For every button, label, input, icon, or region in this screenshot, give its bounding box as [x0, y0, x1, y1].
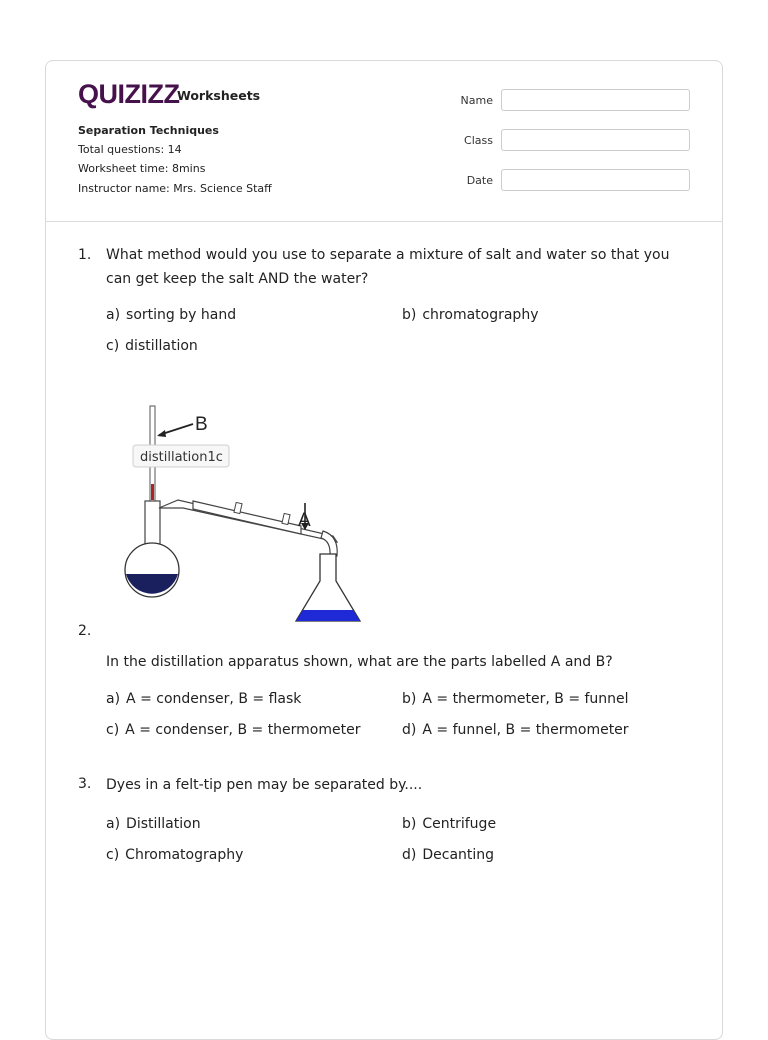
quizizz-logo: QUIZIZZ — [78, 79, 180, 109]
question-2-option-c[interactable]: c) A = condenser, B = thermometer — [106, 722, 361, 738]
question-2-number: 2. — [78, 623, 92, 639]
question-3-text: Dyes in a felt-tip pen may be separated by.... — [106, 777, 423, 793]
question-3-option-b[interactable]: b) Centrifuge — [402, 816, 497, 832]
label-b: B — [195, 414, 208, 435]
label-a: A — [298, 510, 311, 531]
distillation-diagram — [123, 396, 363, 626]
instructor-name: Instructor name: Mrs. Science Staff — [78, 182, 272, 195]
name-field[interactable] — [501, 89, 690, 111]
name-label: Name — [460, 94, 493, 107]
question-1-option-a[interactable]: a) sorting by hand — [106, 307, 237, 323]
collected-liquid — [296, 610, 360, 621]
class-label: Class — [464, 134, 493, 147]
question-1-option-b[interactable]: b) chromatography — [402, 307, 539, 323]
question-1-text: What method would you use to separate a mixture of salt and water so that you can get keep the salt AND the water? — [106, 247, 670, 287]
label-b-arrowhead — [157, 430, 166, 437]
question-2-option-d[interactable]: d) A = funnel, B = thermometer — [402, 722, 629, 738]
date-label: Date — [466, 174, 493, 187]
question-2-text: In the distillation apparatus shown, what are the parts labelled A and B? — [106, 654, 613, 670]
image-tooltip-text: distillation1c — [140, 450, 223, 465]
question-2-option-b[interactable]: b) A = thermometer, B = funnel — [402, 691, 629, 707]
total-questions: Total questions: 14 — [78, 143, 182, 156]
worksheet-title: Separation Techniques — [78, 124, 219, 137]
flask-neck — [145, 501, 160, 546]
distillation-apparatus-image — [123, 396, 363, 626]
worksheet — [45, 60, 723, 1040]
date-field[interactable] — [501, 169, 690, 191]
question-3-option-d[interactable]: d) Decanting — [402, 847, 495, 863]
thermometer-bulb — [151, 484, 154, 500]
worksheets-label: Worksheets — [177, 88, 261, 103]
question-2-option-a[interactable]: a) A = condenser, B = flask — [106, 691, 302, 707]
adapter — [321, 531, 337, 556]
worksheet-header — [46, 61, 722, 222]
question-1-option-c[interactable]: c) distillation — [106, 338, 198, 354]
question-3-option-c[interactable]: c) Chromatography — [106, 847, 244, 863]
worksheet-time: Worksheet time: 8mins — [78, 162, 206, 175]
question-1-number: 1. — [78, 247, 92, 263]
class-field[interactable] — [501, 129, 690, 151]
question-3-number: 3. — [78, 776, 92, 792]
question-3-option-a[interactable]: a) Distillation — [106, 816, 201, 832]
